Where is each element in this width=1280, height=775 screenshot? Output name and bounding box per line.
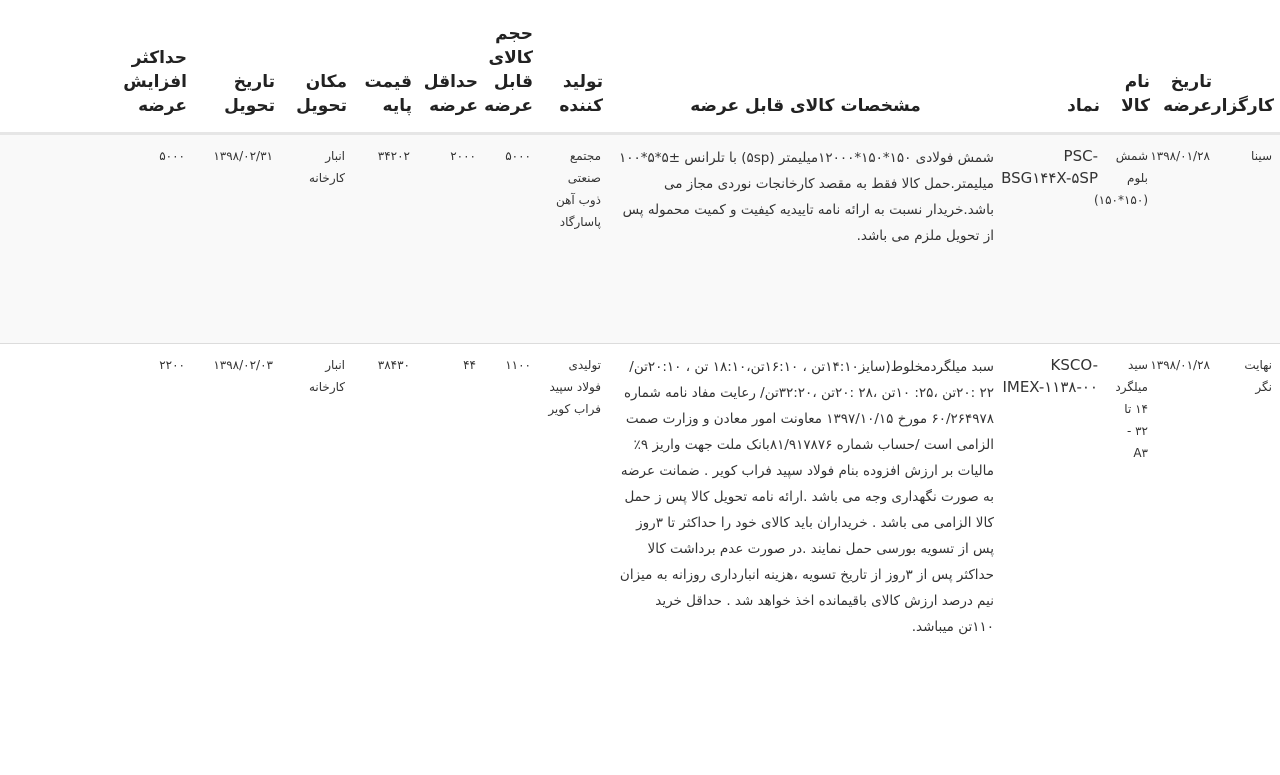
cell-producer: مجتمع صنعتی ذوب آهن پاسارگاد bbox=[539, 133, 609, 343]
header-base-price: قیمت پایه bbox=[353, 0, 418, 133]
cell-specs: سبد میلگردمخلوط(سایز۱۴:۱۰تن ، ۱۶:۱۰تن،۱۸:۱۰ تن ، ۲۰:۱۰تن/۲۲ :۲۰تن ،۲۵: ۱۰تن ،۲۸ :۲۰تن ،۳۲:۲۰تن/ رعایت مفاد نامه شماره ۶۰/۲۶۴۹۷۸ مورخ ۱۳۹۷/۱۰/۱۵ معاونت امور معادن و وزارت صمت الزامی است /حساب شماره ۸۱/۹۱۷۸۷۶بانک ملت جهت واریز ۹٪ مالیات بر ارزش افزوده بنام فولاد سپید فراب کویر . ضمانت عرضه به صورت نگهداری وجه می باشد .ارائه نامه تحویل کالا پس ز حمل کالا الزامی می باشد . خریداران باید کالای خود را حداکثر تا ۳روز پس از تسویه بورسی حمل نمایند .در صورت عدم برداشت کالا حداکثر پس از ۳روز از تاریخ تسویه ،هزینه انبارداری روزانه به میزان نیم درصد ارزش کالای باقیمانده اخذ خواهد شد . حداقل خرید ۱۱۰تن میباشد. bbox=[609, 343, 1002, 648]
cell-commodity-name: سید میلگرد ۱۴ تا ۳۲ - A۳ bbox=[1106, 343, 1156, 648]
cell-delivery-date: ۱۳۹۸/۰۲/۳۱ bbox=[193, 133, 281, 343]
cell-max-increase: ۲۲۰۰ bbox=[0, 343, 193, 648]
cell-symbol: PSC-BSG۱۴۴X-۵SP bbox=[1002, 133, 1106, 343]
cell-delivery-date: ۱۳۹۸/۰۲/۰۳ bbox=[193, 343, 281, 648]
cell-producer: تولیدی فولاد سپید فراب کویر bbox=[539, 343, 609, 648]
cell-base-price: ۳۴۲۰۲ bbox=[353, 133, 418, 343]
header-broker: کارگزار bbox=[1218, 0, 1280, 133]
header-commodity-name: نام کالا bbox=[1106, 0, 1156, 133]
cell-specs: شمش فولادی ۱۵۰*۱۵۰*۱۲۰۰۰میلیمتر (۵sp) با تلرانس ±۵*۵*۱۰۰ میلیمتر.حمل کالا فقط به مقصد کارخانجات نوردی مجاز می باشد.خریدار نسبت به ارائه نامه تاییدیه کیفیت و کمیت محموله پس از تحویل ملزم می باشد. bbox=[609, 133, 1002, 343]
cell-commodity-name: شمش بلوم (۱۵۰*۱۵۰) bbox=[1106, 133, 1156, 343]
header-volume: حجم کالای قابل عرضه bbox=[484, 0, 539, 133]
cell-max-increase: ۵۰۰۰ bbox=[0, 133, 193, 343]
header-min-offer: حداقل عرضه bbox=[418, 0, 484, 133]
cell-volume: ۱۱۰۰ bbox=[484, 343, 539, 648]
cell-offer-date: ۱۳۹۸/۰۱/۲۸ bbox=[1156, 343, 1218, 648]
cell-base-price: ۳۸۴۳۰ bbox=[353, 343, 418, 648]
cell-min-offer: ۴۴ bbox=[418, 343, 484, 648]
cell-broker: نهایت نگر bbox=[1218, 343, 1280, 648]
table-row bbox=[0, 133, 1280, 343]
cell-symbol: KSCO-IMEX-۱۱۳۸-۰۰ bbox=[1002, 343, 1106, 648]
header-delivery-place: مکان تحویل bbox=[281, 0, 353, 133]
header-specs: مشخصات کالای قابل عرضه bbox=[609, 0, 1002, 133]
header-producer: تولید کننده bbox=[539, 0, 609, 133]
cell-min-offer: ۲۰۰۰ bbox=[418, 133, 484, 343]
cell-offer-date: ۱۳۹۸/۰۱/۲۸ bbox=[1156, 133, 1218, 343]
header-max-increase: حداکثر افزایش عرضه bbox=[0, 0, 193, 133]
header-delivery-date: تاریخ تحویل bbox=[193, 0, 281, 133]
table-row bbox=[0, 343, 1280, 648]
table-header-row bbox=[0, 0, 1280, 133]
cell-volume: ۵۰۰۰ bbox=[484, 133, 539, 343]
cell-delivery-place: انبار کارخانه bbox=[281, 133, 353, 343]
header-symbol: نماد bbox=[1002, 0, 1106, 133]
cell-broker: سینا bbox=[1218, 133, 1280, 343]
cell-delivery-place: انبار کارخانه bbox=[281, 343, 353, 648]
header-offer-date: تاریخ عرضه bbox=[1156, 0, 1218, 133]
